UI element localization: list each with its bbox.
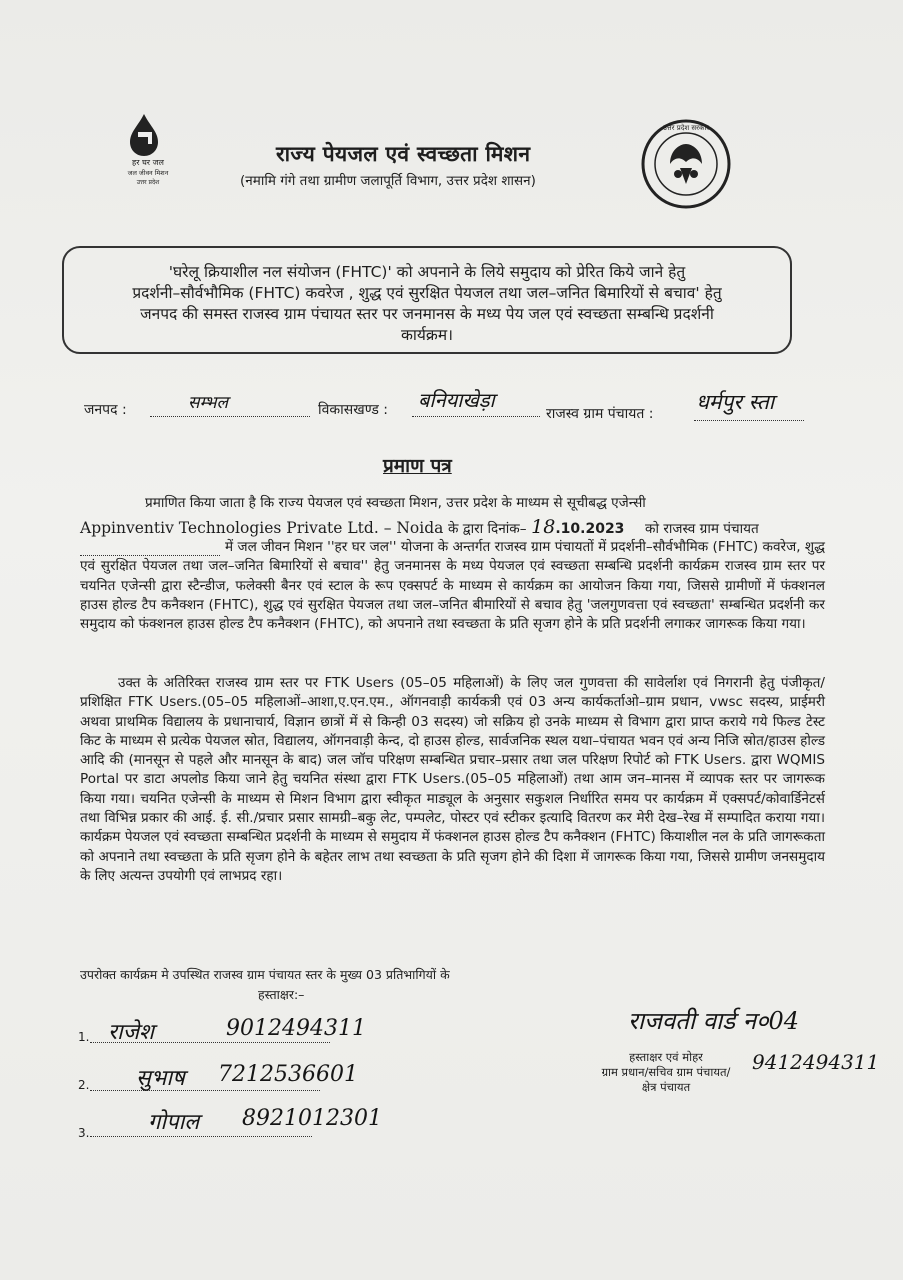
notice-box — [62, 246, 792, 354]
notice-line-4: कार्यक्रम। — [401, 326, 453, 344]
pradhan-signature: राजवती वार्ड न०04 — [628, 1007, 800, 1035]
participant-number: 2. — [78, 1078, 90, 1092]
participant-phone: 7212536601 — [218, 1062, 358, 1087]
notice-line-3: जनपद की समस्त राजस्व ग्राम पंचायत स्तर पर जनमानस के मध्य पेय जल एवं स्वच्छता सम्बन्धि प्रदर्शनी — [140, 305, 714, 323]
block-field — [412, 388, 540, 417]
gp-text: को राजस्व ग्राम पंचायत — [645, 521, 759, 537]
panchayat-label: राजस्व ग्राम पंचायत : — [546, 406, 654, 422]
participant-name: गोपाल — [148, 1110, 200, 1135]
certificate-title: प्रमाण पत्र — [383, 455, 452, 477]
participant-name: राजेश — [108, 1020, 154, 1045]
agency-name: Appinventiv Technologies Private Ltd. – Noida — [80, 519, 444, 537]
panchayat-value: धर्मपुर स्ता — [696, 390, 775, 414]
by-date-text: के द्वारा दिनांक– — [448, 521, 527, 537]
logo-line-3: उत्तर प्रदेश — [136, 179, 160, 186]
mission-subtitle: (नमामि गंगे तथा ग्रामीण जलापूर्ति विभाग, उत्तर प्रदेश शासन) — [240, 173, 536, 189]
participant-phone: 8921012301 — [242, 1106, 382, 1131]
participant-number: 1. — [78, 1030, 90, 1044]
up-government-emblem — [640, 118, 732, 210]
emblem-text: उत्तर प्रदेश सरकार — [662, 124, 710, 132]
notice-line-2: प्रदर्शनी–सौर्वभौमिक (FHTC) कवरेज , शुद्ध एवं सुरक्षित पेयजल तथा जल–जनित बिमारियों से बचाव' हेतु — [132, 284, 722, 302]
date-day: 18 — [531, 516, 556, 538]
har-ghar-jal-logo — [108, 110, 188, 190]
signatory-line-3: क्षेत्र पंचायत — [641, 1080, 691, 1094]
district-field — [150, 392, 310, 417]
date-rest: .10.2023 — [555, 521, 625, 537]
mission-title: राज्य पेयजल एवं स्वच्छता मिशन — [276, 142, 531, 166]
signatory-line-1: हस्ताक्षर एवं मोहर — [629, 1050, 703, 1064]
pradhan-phone: 9412494311 — [752, 1050, 880, 1074]
participant-row-2 — [78, 1062, 378, 1094]
district-value: सम्भल — [188, 393, 229, 413]
participant-row-1 — [78, 1016, 378, 1046]
para1-body: में जल जीवन मिशन ''हर घर जल'' योजना के अन्तर्गत राजस्व ग्राम पंचायतों में प्रदर्शनी–सौर्वभौमिक (FHTC) कवरेज, शुद्ध एवं सुरक्षित पेयजल तथा जल–जनित बिमारियों से बचाव'' हेतु जनमानस के मध्य पेयजल एवं स्वच्छता सम्बन्धि प्रदर्शनी कार्यक्रम राजस्व ग्राम स्तर पर चयनित एजेन्सी द्वारा स्टैन्डीज, फलेक्सी बैनर एवं स्टाल के रूप एक्सपर्ट के माध्यम से कार्यक्रम का आयोजन किया गया, जिससे ग्रामीणों में फंक्शनल हाउस होल्ड टैप कनैक्शन (FHTC), शुद्ध एवं सुरक्षित पेयजल तथा जल–जनित बीमारियों से बचाव हेतु 'जलगुणवत्ता एवं स्वच्छता' सम्बन्धित प्रदर्शनी कर समुदाय को फंक्शनल हाउस होल्ड टैप कनैक्शन (FHTC), को अपनाने तथा स्वच्छता के प्रति सृजग होने के प्रति प्रदर्शनी लगाकर जागरूक किया गया। — [80, 539, 825, 633]
logo-line-2: जल जीवन मिशन — [127, 169, 169, 177]
agency-line — [80, 516, 825, 538]
signatory-line-2: ग्राम प्रधान/सचिव ग्राम पंचायत/ — [601, 1065, 731, 1079]
participants-intro-sign: हस्ताक्षर:– — [258, 987, 305, 1002]
panchayat-field — [694, 390, 804, 421]
para1-first-line: प्रमाणित किया जाता है कि राज्य पेयजल एवं स्वच्छता मिशन, उत्तर प्रदेश के माध्यम से सूचीबद्ध एजेन्सी — [145, 495, 646, 511]
participant-number: 3. — [78, 1126, 90, 1140]
block-value: बनियाखेड़ा — [418, 388, 495, 412]
participant-phone: 9012494311 — [226, 1016, 366, 1041]
district-label: जनपद : — [84, 402, 127, 418]
logo-line-1: हर घर जल — [132, 158, 164, 167]
notice-line-1: 'घरेलू क्रियाशील नल संयोजन (FHTC)' को अपनाने के लिये समुदाय को प्रेरित किये जाने हेतु — [168, 263, 686, 281]
para2-body: उक्त के अतिरिक्त राजस्व ग्राम स्तर पर FTK Users (05–05 महिलाओं) के लिए जल गुणवत्ता की सावेर्लाश एवं निगरानी हेतु पंजीकृत/प्रशिक्षित FTK Users.(05–05 महिलाओं–आशा,ए.एन.एम., ऑगनवाड़ी कार्यकत्री एवं 03 अन्य कार्यकर्ताओ–ग्राम प्रधान, vwsc सदस्य, प्राईमरी अथवा प्राथमिक विद्यालय के प्रधानाचार्य, विज्ञान छात्रों में से किन्ही 03 सदस्य) जो सक्रिय हो उनके माध्यम से विभाग द्वारा प्राप्त कराये गये फिल्ड टेस्ट किट के माध्यम से प्रत्येक पेयजल स्रोत, विद्यालय, ऑगनवाड़ी केन्द, दो हाउस होल्ड, सार्वजनिक स्थल यथा–पंचायत भवन एवं अन्य निजि स्रोत/हाउस होल्ड आदि की (मानसून से पहले और मानसून के बाद) जल जॉच परिक्षण सम्बन्धित प्रचार–प्रसार तथा जल परिक्षण रिपोर्ट को FTK Users. द्वारा WQMIS Portal पर डाटा अपलोड किया जाने हेतु चयनित संस्था द्वारा FTK Users.(05–05 महिलाओं) तथा आम जन–मानस में व्यापक स्तर पर जागरूक किया गया। चयनित एजेन्सी के माध्यम से मिशन विभाग द्वारा स्वीकृत माड्यूल के अनुसार सकुशल निर्धारित समय पर कार्यक्रम में एक्सपर्ट/कोवार्डिनेटर्स तथा विभिन्न प्रकार की आई. ई. सी./प्रचार प्रसार सामग्री–बकु लेट, पम्पलेट, पोस्टर एवं स्टीकर इत्यादि वितरण कर मेरी देख–रेख में सम्पादित कराया गया। कार्यक्रम पेयजल एवं स्वच्छता सम्बन्धित प्रदर्शनी के माध्यम से समुदाय में फंक्शनल हाउस होल्ड टैप कनैक्शन (FHTC) कियाशील नल के प्रति जागरूकता को अपनाने तथा स्वच्छता के प्रति सृजग होने के बहेतर लाभ तथा स्वच्छता के प्रति सृजग होने की दिशा में जागरूक किया गया, जिससे ग्रामीण जनसमुदाय के लिए अत्यन्त उपयोगी एवं लाभप्रद रहा। — [80, 675, 825, 884]
signatory-caption — [576, 1050, 756, 1095]
block-label: विकासखण्ड : — [318, 402, 389, 418]
participants-intro: उपरोक्त कार्यक्रम मे उपस्थित राजस्व ग्राम पंचायत स्तर के मुख्य 03 प्रतिभागियों के — [80, 967, 450, 982]
participant-row-3 — [78, 1106, 382, 1140]
participant-name: सुभाष — [136, 1066, 185, 1091]
